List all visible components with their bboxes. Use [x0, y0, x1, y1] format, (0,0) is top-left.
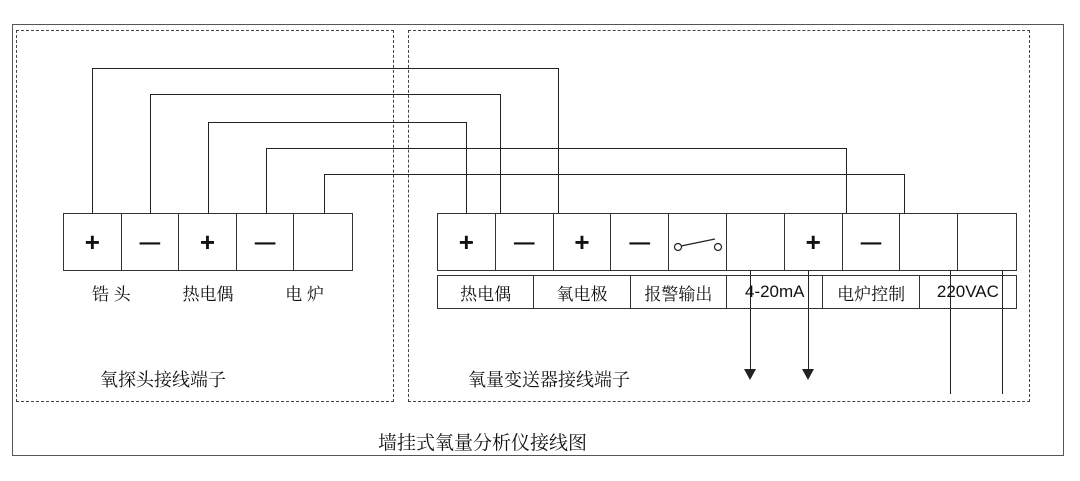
probe-terminal-1[interactable]: + [64, 214, 122, 270]
wire-1-horizontal [92, 68, 558, 69]
transmitter-label-4-20ma: 4-20mA [727, 276, 823, 308]
diagram-title: 墙挂式氧量分析仪接线图 [378, 433, 588, 454]
wire-2-horizontal [150, 94, 500, 95]
transmitter-label-220vac: 220VAC [936, 282, 999, 301]
switch-contact-icon [670, 227, 726, 257]
wire-5-right-vertical [904, 174, 905, 213]
arrow-down-icon [744, 369, 756, 380]
transmitter-label-oxygen-electrode: 氧电极 [534, 276, 630, 308]
probe-caption: 氧探头接线端子 [100, 370, 226, 390]
transmitter-terminal-6[interactable] [727, 214, 785, 270]
transmitter-caption: 氧量变送器接线端子 [468, 370, 630, 390]
transmitter-terminal-10[interactable] [958, 214, 1016, 270]
wire-4-horizontal [266, 148, 846, 149]
probe-label-zirconia: 锆 头 [91, 284, 131, 304]
transmitter-label-thermocouple: 热电偶 [438, 276, 534, 308]
probe-terminal-4[interactable]: － [237, 214, 295, 270]
probe-terminal-block [63, 213, 353, 271]
wire-5-left-vertical [324, 174, 325, 213]
transmitter-terminal-4[interactable]: － [611, 214, 669, 270]
probe-label-row [63, 278, 353, 306]
probe-label-heater: 电 炉 [285, 284, 324, 304]
transmitter-label-heater-control: 电炉控制 [823, 276, 919, 308]
wire-4-right-vertical [846, 148, 847, 213]
transmitter-label-row [437, 275, 1017, 309]
wire-1-left-vertical [92, 68, 93, 213]
wire-2-right-vertical [500, 94, 501, 213]
probe-label-thermocouple: 热电偶 [182, 284, 234, 304]
arrow-down-icon [802, 369, 814, 380]
probe-terminal-3[interactable]: + [179, 214, 237, 270]
wire-1-right-vertical [558, 68, 559, 213]
transmitter-terminal-8[interactable]: － [843, 214, 901, 270]
transmitter-terminal-7[interactable]: + [785, 214, 843, 270]
transmitter-terminal-alarm-switch[interactable] [669, 214, 727, 270]
transmitter-terminal-3[interactable]: + [554, 214, 612, 270]
wire-5-horizontal [324, 174, 904, 175]
wire-3-right-vertical [466, 122, 467, 213]
probe-terminal-2[interactable]: － [122, 214, 180, 270]
wire-4-left-vertical [266, 148, 267, 213]
transmitter-terminal-9[interactable] [900, 214, 958, 270]
probe-terminal-5[interactable] [294, 214, 352, 270]
transmitter-terminal-block [437, 213, 1017, 271]
transmitter-label-alarm-output: 报警输出 [631, 276, 727, 308]
transmitter-terminal-1[interactable]: + [438, 214, 496, 270]
transmitter-terminal-2[interactable]: － [496, 214, 554, 270]
wire-3-horizontal [208, 122, 466, 123]
wire-2-left-vertical [150, 94, 151, 213]
wire-3-left-vertical [208, 122, 209, 213]
